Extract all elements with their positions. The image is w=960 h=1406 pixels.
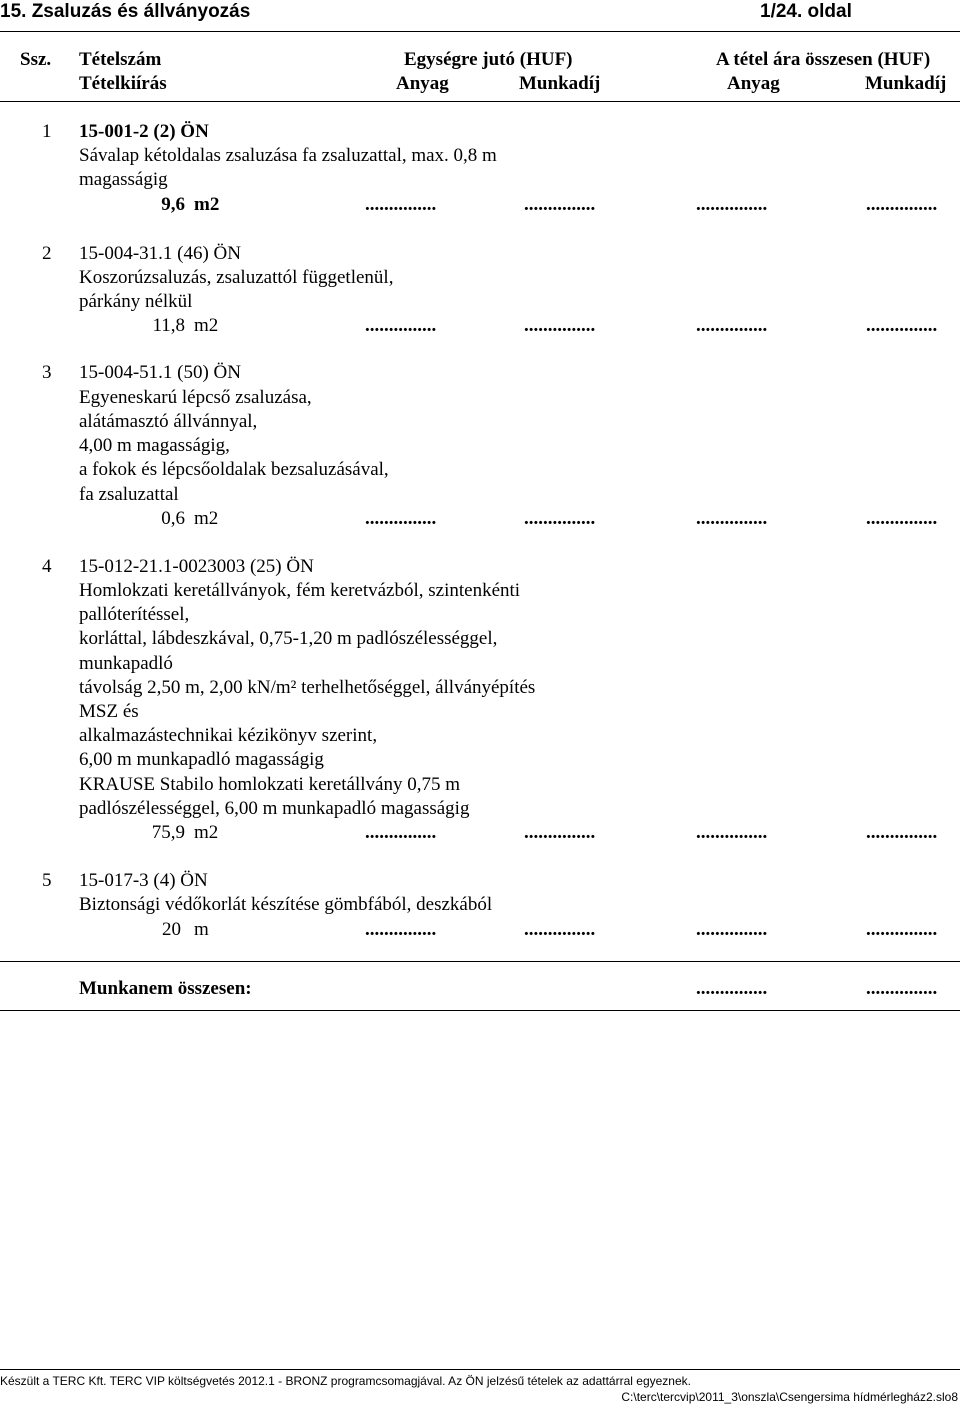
col-unit-group: Egységre jutó (HUF) (404, 49, 573, 70)
item-1-desc-1: Sávalap kétoldalas zsaluzása fa zsaluzattal, max. 0,8 m (79, 145, 497, 166)
item-3-total-anyag: ............... (696, 508, 768, 529)
item-2-desc-1: Koszorúzsaluzás, zsaluzattól függetlenül, (79, 267, 394, 288)
item-4-desc-4: munkapadló (79, 653, 173, 674)
item-2-desc-2: párkány nélkül (79, 291, 193, 312)
item-4-total-anyag: ............... (696, 822, 768, 843)
item-3-total-munkadij: ............... (866, 508, 938, 529)
footer-rule (0, 1369, 960, 1370)
item-1-number: 1 (42, 121, 52, 142)
item-4-desc-6: MSZ és (79, 701, 139, 722)
item-4-total-munkadij: ............... (866, 822, 938, 843)
col-unit-munkadij: Munkadíj (519, 73, 601, 94)
item-4-unit-anyag: ............... (365, 822, 437, 843)
item-3-unit: m2 (194, 508, 219, 529)
item-5-unit-anyag: ............... (365, 919, 437, 940)
item-5-qty: 20 (162, 919, 181, 940)
item-4-unit: m2 (194, 822, 219, 843)
item-5-unit-munkadij: ............... (524, 919, 596, 940)
item-5-number: 5 (42, 870, 52, 891)
col-unit-anyag: Anyag (396, 73, 449, 94)
item-4-qty: 75,9 (151, 822, 185, 843)
item-1-qty: 9,6 (161, 194, 185, 215)
col-tetelszam: Tételszám (79, 49, 162, 70)
col-ssz: Ssz. (20, 49, 52, 70)
summary-total-anyag: ............... (696, 978, 768, 999)
item-5-total-anyag: ............... (696, 919, 768, 940)
page-number: 1/24. oldal (760, 1, 852, 22)
col-total-group: A tétel ára összesen (HUF) (716, 49, 931, 70)
item-2-total-munkadij: ............... (866, 315, 938, 336)
item-3-qty: 0,6 (161, 508, 185, 529)
item-3-desc-3: 4,00 m magasságig, (79, 435, 230, 456)
item-2-number: 2 (42, 243, 52, 264)
footer-file-path: C:\terc\tercvip\2011_3\onszla\Csengersima hídmérlegház2.slo8 (621, 1390, 958, 1404)
item-4-desc-9: KRAUSE Stabilo homlokzati keretállvány 0,75 m (79, 774, 461, 795)
col-tetelkiiras: Tételkiírás (79, 73, 167, 94)
item-4-desc-8: 6,00 m munkapadló magasságig (79, 749, 324, 770)
item-3-desc-5: fa zsaluzattal (79, 484, 179, 505)
item-2-total-anyag: ............... (696, 315, 768, 336)
item-2-unit-munkadij: ............... (524, 315, 596, 336)
item-2-unit: m2 (194, 315, 219, 336)
items-end-rule (0, 961, 960, 962)
item-4-desc-1: Homlokzati keretállványok, fém keretvázból, szintenkénti (79, 580, 521, 601)
summary-rule (0, 1010, 960, 1011)
item-1-unit: m2 (194, 194, 220, 215)
item-5-desc-1: Biztonsági védőkorlát készítése gömbfából, deszkából (79, 894, 493, 915)
footer-credit: Készült a TERC Kft. TERC VIP költségvetés 2012.1 - BRONZ programcsomagjával. Az ÖN jelzésű tételek az adattárral egyeznek. (0, 1374, 691, 1388)
item-4-desc-5: távolság 2,50 m, 2,00 kN/m² terhelhetőséggel, állványépítés (79, 677, 536, 698)
item-2-unit-anyag: ............... (365, 315, 437, 336)
item-4-unit-munkadij: ............... (524, 822, 596, 843)
item-5-unit: m (194, 919, 209, 940)
item-1-unit-anyag: ............... (365, 194, 437, 215)
item-2-code: 15-004-31.1 (46) ÖN (79, 243, 242, 264)
item-4-desc-7: alkalmazástechnikai kézikönyv szerint, (79, 725, 378, 746)
item-4-number: 4 (42, 556, 52, 577)
col-total-anyag: Anyag (727, 73, 780, 94)
item-1-desc-2: magasságig (79, 169, 168, 190)
columns-rule (0, 101, 960, 102)
header-rule (0, 31, 960, 32)
item-4-desc-3: korláttal, lábdeszkával, 0,75-1,20 m padlószélességgel, (79, 628, 498, 649)
item-3-unit-munkadij: ............... (524, 508, 596, 529)
item-3-desc-1: Egyeneskarú lépcső zsaluzása, (79, 387, 312, 408)
summary-total-munkadij: ............... (866, 978, 938, 999)
item-1-total-munkadij: ............... (866, 194, 938, 215)
summary-label: Munkanem összesen: (79, 978, 252, 999)
item-3-unit-anyag: ............... (365, 508, 437, 529)
item-4-code: 15-012-21.1-0023003 (25) ÖN (79, 556, 314, 577)
item-4-desc-2: pallóterítéssel, (79, 604, 190, 625)
item-3-desc-4: a fokok és lépcsőoldalak bezsaluzásával, (79, 459, 389, 480)
item-5-code: 15-017-3 (4) ÖN (79, 870, 208, 891)
section-title: 15. Zsaluzás és állványozás (0, 1, 251, 22)
item-1-total-anyag: ............... (696, 194, 768, 215)
item-1-code: 15-001-2 (2) ÖN (79, 121, 209, 142)
item-5-total-munkadij: ............... (866, 919, 938, 940)
item-1-unit-munkadij: ............... (524, 194, 596, 215)
item-3-desc-2: alátámasztó állvánnyal, (79, 411, 258, 432)
item-3-code: 15-004-51.1 (50) ÖN (79, 362, 242, 383)
col-total-munkadij: Munkadíj (865, 73, 947, 94)
item-4-desc-10: padlószélességgel, 6,00 m munkapadló magasságig (79, 798, 470, 819)
item-3-number: 3 (42, 362, 52, 383)
item-2-qty: 11,8 (152, 315, 185, 336)
